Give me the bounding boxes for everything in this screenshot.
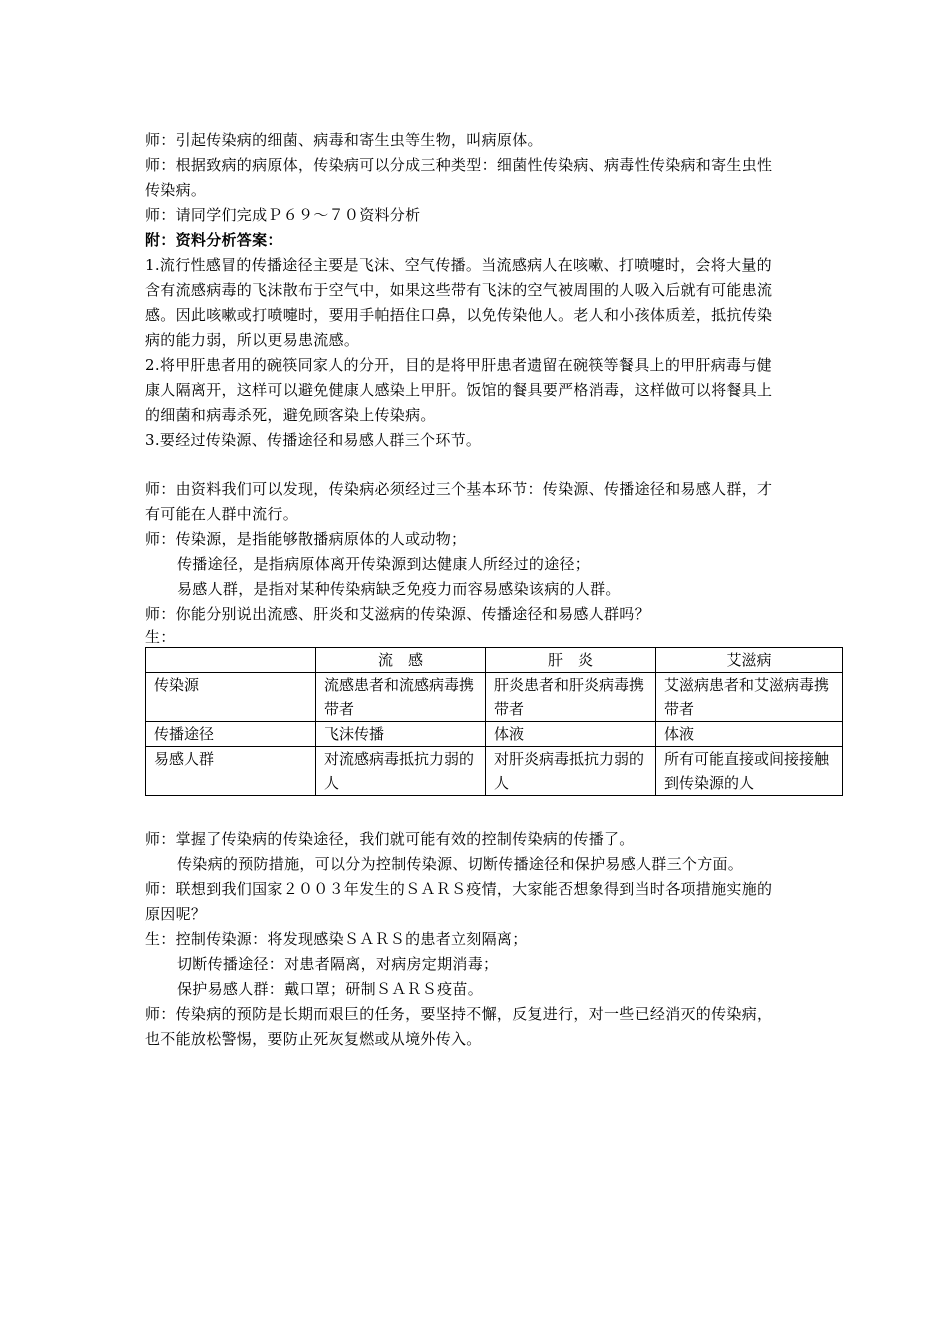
table-header-cell: 肝 炎 bbox=[486, 648, 656, 673]
paragraph-line: 保护易感人群：戴口罩；研制ＳＡＲＳ疫苗。 bbox=[177, 980, 484, 998]
paragraph-line: 生：控制传染源：将发现感染ＳＡＲＳ的患者立刻隔离； bbox=[145, 930, 528, 948]
paragraph-line: 康人隔离开，这样可以避免健康人感染上甲肝。饭馆的餐具要严格消毒，这样做可以将餐具上 bbox=[145, 381, 773, 399]
table-cell: 所有可能直接或间接接触到传染源的人 bbox=[656, 747, 843, 796]
paragraph-line: 易感人群，是指对某种传染病缺乏免疫力而容易感染该病的人群。 bbox=[177, 580, 621, 598]
paragraph-line: 师：你能分别说出流感、肝炎和艾滋病的传染源、传播途径和易感人群吗？ bbox=[145, 605, 650, 623]
paragraph-line: 师：根据致病的病原体，传染病可以分成三种类型：细菌性传染病、病毒性传染病和寄生虫性 bbox=[145, 156, 773, 174]
table-cell: 对流感病毒抵抗力弱的人 bbox=[316, 747, 486, 796]
disease-table bbox=[145, 647, 843, 796]
paragraph-line: 师：请同学们完成Ｐ６９～７０资料分析 bbox=[145, 206, 421, 224]
table-row bbox=[146, 722, 843, 747]
paragraph-line: 2.将甲肝患者用的碗筷同家人的分开，目的是将甲肝患者遗留在碗筷等餐具上的甲肝病毒与健 bbox=[145, 356, 772, 374]
paragraph-line: 传播途径，是指病原体离开传染源到达健康人所经过的途径； bbox=[177, 555, 591, 573]
table-row bbox=[146, 747, 843, 796]
paragraph-line: 有可能在人群中流行。 bbox=[145, 505, 299, 523]
paragraph-line: 师：联想到我们国家２００３年发生的ＳＡＲＳ疫情，大家能否想象得到当时各项措施实施的 bbox=[145, 880, 773, 898]
paragraph-line: 师：传染源，是指能够散播病原体的人或动物； bbox=[145, 530, 467, 548]
table-cell: 体液 bbox=[656, 722, 843, 747]
table-cell: 肝炎患者和肝炎病毒携带者 bbox=[486, 673, 656, 722]
paragraph-line: 传染病。 bbox=[145, 181, 207, 199]
paragraph-line: 也不能放松警惕，要防止死灰复燃或从境外传入。 bbox=[145, 1030, 482, 1048]
table-header-cell: 艾滋病 bbox=[656, 648, 843, 673]
paragraph-line: 1.流行性感冒的传播途径主要是飞沫、空气传播。当流感病人在咳嗽、打喷嚏时，会将大量的 bbox=[145, 256, 772, 274]
paragraph-line: 3.要经过传染源、传播途径和易感人群三个环节。 bbox=[145, 431, 482, 449]
paragraph-line: 生： bbox=[145, 628, 176, 646]
paragraph-line: 含有流感病毒的飞沫散布于空气中，如果这些带有飞沫的空气被周围的人吸入后就有可能患流 bbox=[145, 281, 773, 299]
paragraph-line: 原因呢？ bbox=[145, 905, 207, 923]
paragraph-line: 病的能力弱，所以更易患流感。 bbox=[145, 331, 360, 349]
table-cell: 艾滋病患者和艾滋病毒携带者 bbox=[656, 673, 843, 722]
table-row bbox=[146, 673, 843, 722]
paragraph-line: 感。因此咳嗽或打喷嚏时，要用手帕捂住口鼻，以免传染他人。老人和小孩体质差，抵抗传染 bbox=[145, 306, 773, 324]
table-cell: 飞沫传播 bbox=[316, 722, 486, 747]
table-cell: 传播途径 bbox=[146, 722, 316, 747]
table-cell: 流感患者和流感病毒携带者 bbox=[316, 673, 486, 722]
paragraph-line: 师：引起传染病的细菌、病毒和寄生虫等生物，叫病原体。 bbox=[145, 131, 543, 149]
table-header-cell: 流 感 bbox=[316, 648, 486, 673]
section-heading: 附：资料分析答案： bbox=[145, 231, 283, 249]
paragraph-line: 切断传播途径：对患者隔离，对病房定期消毒； bbox=[177, 955, 499, 973]
table-cell: 体液 bbox=[486, 722, 656, 747]
paragraph-line: 师：掌握了传染病的传染途径，我们就可能有效的控制传染病的传播了。 bbox=[145, 830, 635, 848]
table-cell: 对肝炎病毒抵抗力弱的人 bbox=[486, 747, 656, 796]
paragraph-line: 传染病的预防措施，可以分为控制传染源、切断传播途径和保护易感人群三个方面。 bbox=[177, 855, 744, 873]
paragraph-line: 的细菌和病毒杀死，避免顾客染上传染病。 bbox=[145, 406, 436, 424]
paragraph-line: 师：传染病的预防是长期而艰巨的任务，要坚持不懈，反复进行，对一些已经消灭的传染病， bbox=[145, 1005, 773, 1023]
table-header-cell bbox=[146, 648, 316, 673]
table-cell: 易感人群 bbox=[146, 747, 316, 796]
table-header-row bbox=[146, 648, 843, 673]
table-cell: 传染源 bbox=[146, 673, 316, 722]
paragraph-line: 师：由资料我们可以发现，传染病必须经过三个基本环节：传染源、传播途径和易感人群，才 bbox=[145, 480, 773, 498]
